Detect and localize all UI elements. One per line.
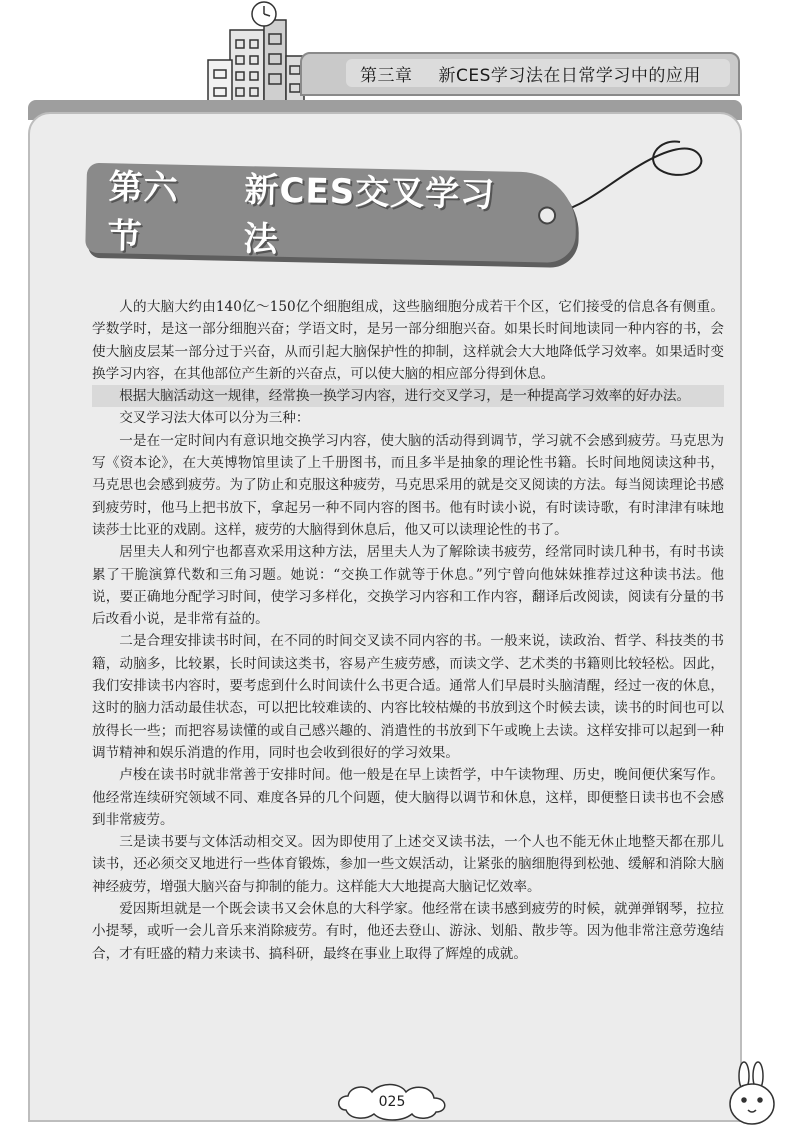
chapter-number: 第三章 [360,65,413,86]
body-text [92,296,724,965]
paragraph: 人的大脑大约由140亿～150亿个细胞组成，这些脑细胞分成若干个区，它们接受的信息各有侧重。学数学时，是这一部分细胞兴奋；学语文时，是另一部分细胞兴奋。如果长时间地读同一种内容的书，会使大脑皮层某一部分过于兴奋，从而引起大脑保护性的抑制，这样就会大大地降低学习效率。如果适时变换学习内容，在其他部位产生新的兴奋点，可以使大脑的相应部分得到休息。 [92,299,724,382]
section-tag [85,163,577,263]
chapter-title: 新CES学习法在日常学习中的应用 [438,65,701,86]
section-banner [85,163,585,271]
paragraph: 一是在一定时间内有意识地交换学习内容，使大脑的活动得到调节，学习就不会感到疲劳。马克思为写《资本论》，在大英博物馆里读了上千册图书，而且多半是抽象的理论性书籍。长时间地阅读这种书，马克思也会感到疲劳。为了防止和克服这种疲劳，马克思采用的就是交叉阅读的方法。每当阅读理论书感到疲劳时，他马上把书放下，拿起另一种不同内容的图书。他有时读小说，有时读诗歌，有时津津有味地读莎士比亚的戏剧。这样，疲劳的大脑得到休息后，他又可以读理论性的书了。 [92,432,724,538]
chapter-header-inner [346,59,730,87]
section-name: 新CES交叉学习法 [243,170,496,260]
bunny-icon [720,1060,784,1128]
paragraph: 交叉学习法大体可以分为三种： [119,410,310,427]
paragraph: 居里夫人和列宁也都喜欢采用这种方法，居里夫人为了解除读书疲劳，经常同时读几种书，有时书读累了干脆演算代数和三角习题。她说：“交换工作就等于休息。”列宁曾向他妹妹推荐过这种读书法。他说，要正确地分配学习时间，使学习多样化，交换学习内容和工作内容，翻译后改阅读，阅读有分量的书后改看小说，是非常有益的。 [92,544,724,628]
tag-hole [538,206,556,224]
section-title [107,167,516,260]
paragraph: 爱因斯坦就是一个既会读书又会休息的大科学家。他经常在读书感到疲劳的时候，就弹弹钢琴，拉拉小提琴，或听一会儿音乐来消除疲劳。有时，他还去登山、游泳、划船、散步等。因为他非常注意劳逸结合，才有旺盛的精力来读书、搞科研，最终在事业上取得了辉煌的成就。 [92,901,724,962]
paragraph: 卢梭在读书时就非常善于安排时间。他一般是在早上读哲学，中午读物理、历史，晚间便伏案写作。他经常连续研究领域不同、难度各异的几个问题，使大脑得以调节和休息，这样，即便整日读书也不会感到非常疲劳。 [92,767,724,828]
chapter-header [300,52,740,96]
page-number-badge [332,1080,452,1124]
section-number: 第六节 [107,167,179,257]
paragraph: 三是读书要与文体活动相交叉。因为即使用了上述交叉读书法，一个人也不能无休止地整天都在那儿读书，还必须交叉地进行一些体育锻炼，参加一些文娱活动，让紧张的脑细胞得到松弛、缓解和消除大脑神经疲劳，增强大脑兴奋与抑制的能力。这样能大大地提高大脑记忆效率。 [92,834,724,895]
paragraph-highlighted: 根据大脑活动这一规律，经常换一换学习内容，进行交叉学习，是一种提高学习效率的好办法。 [92,385,724,407]
page-number: 025 [378,1094,406,1110]
paragraph: 二是合理安排读书时间，在不同的时间交叉读不同内容的书。一般来说，读政治、哲学、科技类的书籍，动脑多，比较累，长时间读这类书，容易产生疲劳感，而读文学、艺术类的书籍则比较轻松。因此，我们安排读书内容时，要考虑到什么时间读什么书更合适。通常人们早晨时头脑清醒，经过一夜的休息，这时的脑力活动最佳状态，可以把比较难读的、内容比较枯燥的书放到这个时候去读，读书的时间也可以放得长一些；而把容易读懂的或自己感兴趣的、消遣性的书放到下午或晚上去读。这样安排可以起到一种调节精神和娱乐消遣的作用，同时也会收到很好的学习效果。 [92,633,724,761]
